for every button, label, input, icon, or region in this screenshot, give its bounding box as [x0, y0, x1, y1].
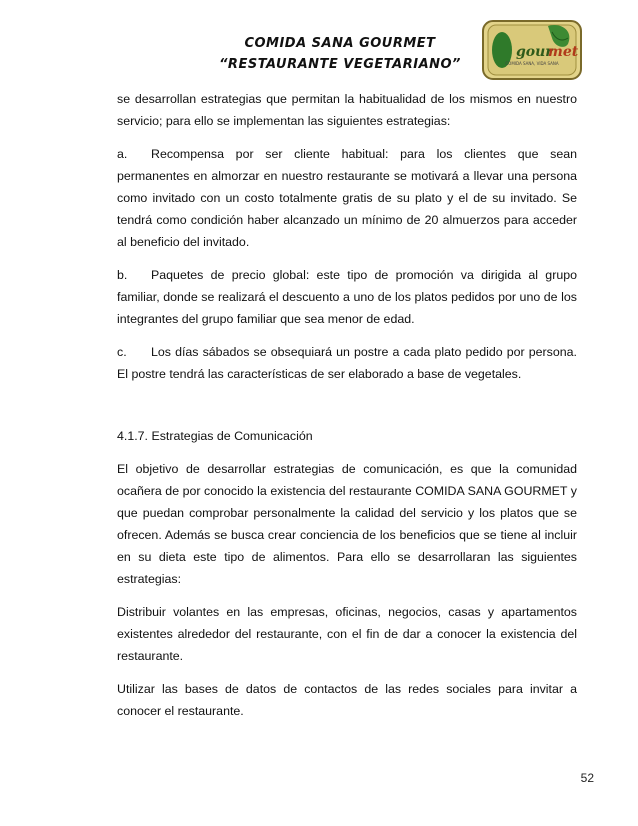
list-item-text: Los días sábados se obsequiará un postre a cada plato pedido por persona. El postre tendrá las características de ser elaborado a base de vegetales. [117, 345, 577, 381]
body-paragraph: Utilizar las bases de datos de contactos de las redes sociales para invitar a conocer el restaurante. [117, 682, 577, 718]
list-item-text: Recompensa por ser cliente habitual: para los clientes que sean permanentes en almorzar en nuestro restaurante se motivará a llevar una persona como invitado con un costo totalmente gratis de su plato y el de su invitado. Se tendrá como condición haber alcanzado un mínimo de 20 almuerzos para acceder al beneficio del invitado. [117, 147, 577, 249]
document-body [117, 88, 577, 733]
restaurant-logo [482, 20, 582, 82]
section-heading: 4.1.7. Estrategias de Comunicación [117, 429, 313, 443]
list-item-a [117, 143, 577, 253]
page-number: 52 [580, 771, 594, 785]
header-title-line1: COMIDA SANA GOURMET [244, 36, 436, 51]
list-item-text: Paquetes de precio global: este tipo de promoción va dirigida al grupo familiar, donde se realizará el descuento a uno de los platos pedidos por uno de los integrantes del grupo familiar que sea menor de edad. [117, 268, 577, 326]
svg-text:COMIDA SANA, VIDA SANA: COMIDA SANA, VIDA SANA [505, 61, 559, 66]
svg-text:met: met [548, 44, 579, 60]
list-item-label: c. [117, 345, 127, 359]
body-paragraph: Distribuir volantes en las empresas, oficinas, negocios, casas y apartamentos existentes alrededor del restaurante, con el fin de dar a conocer la existencia del restaurante. [117, 605, 577, 663]
intro-paragraph: se desarrollan estrategias que permitan la habitualidad de los mismos en nuestro servicio; para ello se implementan las siguientes estrategias: [117, 92, 577, 128]
list-item-c [117, 341, 577, 385]
list-item-b [117, 264, 577, 330]
svg-text:gour: gour [516, 44, 553, 60]
header-title-line2: “RESTAURANTE VEGETARIANO” [219, 57, 461, 72]
list-item-label: a. [117, 147, 128, 161]
list-item-label: b. [117, 268, 128, 282]
body-paragraph: El objetivo de desarrollar estrategias de comunicación, es que la comunidad ocañera de por conocido la existencia del restaurante COMIDA SANA GOURMET y que puedan comprobar personalmente la calidad del servicio y los platos que se ofrecen. Además se busca crear conciencia de los beneficios que se tiene al incluir en su dieta este tipo de alimentos. Para ello se desarrollaran las siguientes estrategias: [117, 462, 577, 586]
